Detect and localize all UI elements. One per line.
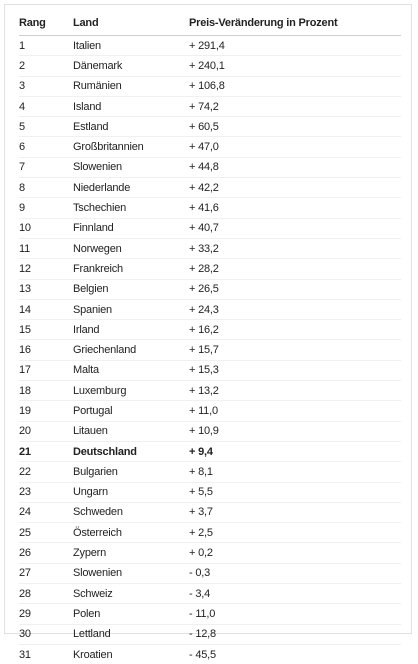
cell-price-change: + 106,8: [189, 76, 401, 96]
cell-country: Litauen: [73, 421, 189, 441]
cell-country: Österreich: [73, 523, 189, 543]
cell-rank: 18: [19, 381, 73, 401]
cell-country: Bulgarien: [73, 462, 189, 482]
table-row: [19, 279, 401, 299]
cell-rank: 10: [19, 218, 73, 238]
table-header-row: [19, 11, 401, 36]
cell-country: Italien: [73, 36, 189, 56]
cell-country: Luxemburg: [73, 381, 189, 401]
cell-rank: 13: [19, 279, 73, 299]
table-row: [19, 218, 401, 238]
cell-rank: 2: [19, 56, 73, 76]
cell-price-change: + 3,7: [189, 502, 401, 522]
table-row: [19, 340, 401, 360]
cell-country: Malta: [73, 360, 189, 380]
cell-price-change: + 8,1: [189, 462, 401, 482]
cell-price-change: + 74,2: [189, 96, 401, 116]
cell-price-change: + 10,9: [189, 421, 401, 441]
cell-country: Tschechien: [73, 198, 189, 218]
cell-country: Lettland: [73, 624, 189, 644]
table-row: [19, 96, 401, 116]
table-row: [19, 502, 401, 522]
cell-rank: 19: [19, 401, 73, 421]
cell-country: Großbritannien: [73, 137, 189, 157]
table-header: [19, 11, 401, 36]
cell-price-change: + 9,4: [189, 441, 401, 461]
cell-price-change: + 5,5: [189, 482, 401, 502]
cell-price-change: + 44,8: [189, 157, 401, 177]
header-rank: Rang: [19, 11, 73, 36]
table-row: [19, 56, 401, 76]
cell-rank: 12: [19, 259, 73, 279]
table-row: [19, 543, 401, 563]
cell-rank: 17: [19, 360, 73, 380]
cell-rank: 21: [19, 441, 73, 461]
table-row: [19, 584, 401, 604]
cell-country: Zypern: [73, 543, 189, 563]
cell-price-change: + 240,1: [189, 56, 401, 76]
table-row: [19, 36, 401, 56]
cell-country: Irland: [73, 320, 189, 340]
table-row: [19, 320, 401, 340]
cell-rank: 7: [19, 157, 73, 177]
cell-country: Belgien: [73, 279, 189, 299]
table-row: [19, 238, 401, 258]
cell-rank: 8: [19, 178, 73, 198]
table-frame: [4, 4, 412, 634]
cell-price-change: + 0,2: [189, 543, 401, 563]
cell-country: Schweden: [73, 502, 189, 522]
table-row: [19, 299, 401, 319]
table-body: [19, 36, 401, 664]
table-row: [19, 523, 401, 543]
cell-rank: 23: [19, 482, 73, 502]
cell-rank: 28: [19, 584, 73, 604]
cell-rank: 30: [19, 624, 73, 644]
table-row: [19, 76, 401, 96]
cell-rank: 22: [19, 462, 73, 482]
cell-rank: 9: [19, 198, 73, 218]
cell-rank: 24: [19, 502, 73, 522]
cell-country: Niederlande: [73, 178, 189, 198]
cell-price-change: + 26,5: [189, 279, 401, 299]
cell-country: Finnland: [73, 218, 189, 238]
cell-rank: 27: [19, 563, 73, 583]
cell-country: Ungarn: [73, 482, 189, 502]
cell-rank: 29: [19, 604, 73, 624]
cell-rank: 15: [19, 320, 73, 340]
cell-price-change: + 291,4: [189, 36, 401, 56]
cell-country: Dänemark: [73, 56, 189, 76]
cell-price-change: + 15,3: [189, 360, 401, 380]
cell-country: Polen: [73, 604, 189, 624]
cell-rank: 20: [19, 421, 73, 441]
cell-country: Slowenien: [73, 563, 189, 583]
table-row: [19, 482, 401, 502]
cell-country: Slowenien: [73, 157, 189, 177]
table-row: [19, 421, 401, 441]
cell-price-change: + 2,5: [189, 523, 401, 543]
table-row: [19, 360, 401, 380]
cell-price-change: - 45,5: [189, 644, 401, 664]
cell-country: Deutschland: [73, 441, 189, 461]
cell-country: Rumänien: [73, 76, 189, 96]
cell-price-change: + 11,0: [189, 401, 401, 421]
cell-price-change: - 3,4: [189, 584, 401, 604]
table-row: [19, 401, 401, 421]
table-row: [19, 178, 401, 198]
cell-rank: 31: [19, 644, 73, 664]
table-row: [19, 381, 401, 401]
cell-price-change: + 13,2: [189, 381, 401, 401]
header-price-change: Preis-Veränderung in Prozent: [189, 11, 401, 36]
table-row: [19, 441, 401, 461]
cell-price-change: + 16,2: [189, 320, 401, 340]
table-row: [19, 563, 401, 583]
cell-rank: 26: [19, 543, 73, 563]
table-row: [19, 624, 401, 644]
table-row: [19, 137, 401, 157]
cell-rank: 11: [19, 238, 73, 258]
table-row: [19, 644, 401, 664]
cell-country: Portugal: [73, 401, 189, 421]
cell-country: Island: [73, 96, 189, 116]
cell-country: Estland: [73, 117, 189, 137]
cell-country: Norwegen: [73, 238, 189, 258]
table-row: [19, 117, 401, 137]
cell-rank: 6: [19, 137, 73, 157]
cell-price-change: + 60,5: [189, 117, 401, 137]
cell-price-change: - 0,3: [189, 563, 401, 583]
table-row: [19, 157, 401, 177]
cell-rank: 4: [19, 96, 73, 116]
cell-rank: 5: [19, 117, 73, 137]
table-row: [19, 604, 401, 624]
table-row: [19, 462, 401, 482]
cell-price-change: + 28,2: [189, 259, 401, 279]
cell-country: Kroatien: [73, 644, 189, 664]
cell-country: Schweiz: [73, 584, 189, 604]
table-row: [19, 198, 401, 218]
cell-country: Spanien: [73, 299, 189, 319]
cell-price-change: + 15,7: [189, 340, 401, 360]
cell-price-change: + 24,3: [189, 299, 401, 319]
cell-rank: 16: [19, 340, 73, 360]
cell-rank: 25: [19, 523, 73, 543]
cell-country: Griechenland: [73, 340, 189, 360]
cell-price-change: + 47,0: [189, 137, 401, 157]
cell-price-change: + 42,2: [189, 178, 401, 198]
cell-rank: 3: [19, 76, 73, 96]
header-country: Land: [73, 11, 189, 36]
price-change-table: [19, 11, 401, 664]
cell-price-change: + 41,6: [189, 198, 401, 218]
table-row: [19, 259, 401, 279]
cell-price-change: - 11,0: [189, 604, 401, 624]
cell-rank: 14: [19, 299, 73, 319]
cell-price-change: - 12,8: [189, 624, 401, 644]
cell-rank: 1: [19, 36, 73, 56]
cell-price-change: + 33,2: [189, 238, 401, 258]
cell-country: Frankreich: [73, 259, 189, 279]
cell-price-change: + 40,7: [189, 218, 401, 238]
